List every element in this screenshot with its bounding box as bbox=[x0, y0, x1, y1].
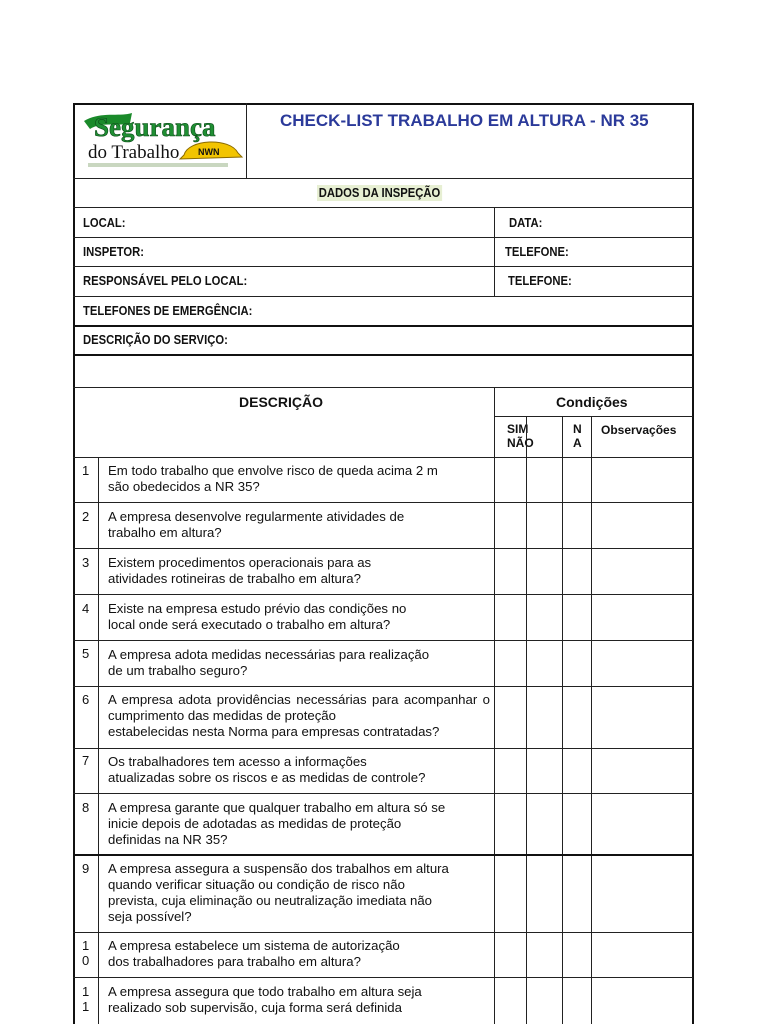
question-number: 4 bbox=[82, 601, 90, 616]
row-line bbox=[73, 266, 693, 267]
question-text bbox=[108, 509, 490, 541]
col-description-header: DESCRIÇÃO bbox=[239, 394, 324, 410]
emergency-label: TELEFONES DE EMERGÊNCIA: bbox=[83, 304, 253, 318]
question-line: são obedecidos a NR 35? bbox=[108, 479, 260, 494]
question-text bbox=[108, 601, 490, 633]
service-label: DESCRIÇÃO DO SERVIÇO: bbox=[83, 333, 228, 347]
question-line: definidas na NR 35? bbox=[108, 832, 228, 847]
question-text bbox=[108, 463, 490, 495]
row-line bbox=[73, 548, 693, 549]
question-number: 9 bbox=[82, 861, 90, 876]
question-text bbox=[108, 800, 490, 848]
logo-word-2: do Trabalho bbox=[88, 142, 180, 163]
phone-label-2: TELEFONE: bbox=[508, 274, 572, 288]
question-number: 5 bbox=[82, 646, 90, 661]
question-line: A empresa adota medidas necessárias para realização bbox=[108, 647, 430, 662]
question-line: estabelecidas nesta Norma para empresas contratadas? bbox=[108, 724, 440, 739]
row-line bbox=[73, 354, 693, 356]
section-title: DADOS DA INSPEÇÃO bbox=[318, 186, 441, 200]
col-sim: SIM bbox=[507, 422, 529, 436]
question-line: A empresa garante que qualquer trabalho em altura só se bbox=[108, 800, 446, 815]
row-line bbox=[73, 325, 693, 327]
question-text bbox=[108, 861, 490, 925]
col-nao: NÃO bbox=[507, 436, 534, 450]
logo-badge: NWN bbox=[198, 147, 220, 157]
col-divider bbox=[494, 387, 495, 1024]
question-line: realizado sob supervisão, cuja forma será definida bbox=[108, 1000, 402, 1015]
page-title: CHECK-LIST TRABALHO EM ALTURA - NR 35 bbox=[280, 111, 649, 130]
company-logo bbox=[80, 109, 244, 173]
col-na-2: A bbox=[573, 436, 582, 450]
row-line bbox=[73, 502, 693, 503]
row-line bbox=[73, 686, 693, 687]
question-line: inicie depois de adotadas as medidas de proteção bbox=[108, 816, 402, 831]
row-line bbox=[73, 387, 693, 388]
question-line: Existe na empresa estudo prévio das condições no bbox=[108, 601, 407, 616]
question-line: Existem procedimentos operacionais para as bbox=[108, 555, 372, 570]
question-line: de um trabalho seguro? bbox=[108, 663, 248, 678]
question-text bbox=[108, 692, 490, 740]
row-line bbox=[73, 594, 693, 595]
question-number: 1 bbox=[82, 938, 90, 953]
question-number: 6 bbox=[82, 692, 90, 707]
question-text bbox=[108, 647, 490, 679]
question-line: seja possível? bbox=[108, 909, 192, 924]
question-line: trabalho em altura? bbox=[108, 525, 222, 540]
question-text bbox=[108, 754, 490, 786]
row-line bbox=[73, 457, 693, 458]
question-line: atividades rotineiras de trabalho em altura? bbox=[108, 571, 361, 586]
question-number: 2 bbox=[82, 509, 90, 524]
question-text bbox=[108, 984, 490, 1016]
question-number: 1 bbox=[82, 999, 90, 1014]
question-line: Em todo trabalho que envolve risco de queda acima 2 m bbox=[108, 463, 438, 478]
date-label: DATA: bbox=[509, 216, 543, 230]
row-line bbox=[73, 854, 693, 856]
question-line: A empresa desenvolve regularmente atividades de bbox=[108, 509, 405, 524]
question-number: 3 bbox=[82, 555, 90, 570]
question-number: 0 bbox=[82, 953, 90, 968]
row-line bbox=[73, 748, 693, 749]
phone-label: TELEFONE: bbox=[505, 245, 569, 259]
col-observations: Observações bbox=[601, 423, 677, 437]
num-divider bbox=[98, 457, 99, 1024]
question-text bbox=[108, 938, 490, 970]
row-line bbox=[73, 932, 693, 933]
local-label: LOCAL: bbox=[83, 216, 126, 230]
frame-top bbox=[73, 103, 693, 105]
row-line bbox=[73, 237, 693, 238]
row-line bbox=[73, 178, 693, 179]
col-na-1: N bbox=[573, 422, 582, 436]
logo-graphic bbox=[80, 109, 244, 173]
question-number: 1 bbox=[82, 984, 90, 999]
question-number: 7 bbox=[82, 753, 90, 768]
date-divider bbox=[494, 207, 495, 296]
inspector-label: INSPETOR: bbox=[83, 245, 145, 259]
question-number: 8 bbox=[82, 800, 90, 815]
question-line: A empresa assegura que todo trabalho em altura seja bbox=[108, 984, 422, 999]
col-conditions-header: Condições bbox=[556, 394, 628, 410]
frame-left bbox=[73, 103, 75, 1024]
question-line: A empresa estabelece um sistema de autorização bbox=[108, 938, 400, 953]
frame-right bbox=[692, 103, 694, 1024]
question-line: atualizadas sobre os riscos e as medidas de controle? bbox=[108, 770, 426, 785]
question-line: A empresa adota providências necessárias para acompanhar o cumprimento das medidas de proteção bbox=[108, 692, 490, 723]
question-line: A empresa assegura a suspensão dos trabalhos em altura bbox=[108, 861, 449, 876]
question-line: prevista, cuja eliminação ou neutralização imediata não bbox=[108, 893, 433, 908]
logo-word-1: Segurança bbox=[94, 112, 216, 142]
row-line bbox=[73, 296, 693, 297]
responsible-label: RESPONSÁVEL PELO LOCAL: bbox=[83, 274, 248, 288]
header-divider bbox=[246, 103, 247, 178]
row-line bbox=[73, 977, 693, 978]
row-line bbox=[73, 793, 693, 794]
question-number: 1 bbox=[82, 463, 90, 478]
row-line bbox=[494, 416, 693, 417]
row-line bbox=[73, 207, 693, 208]
question-text bbox=[108, 555, 490, 587]
question-line: Os trabalhadores tem acesso a informações bbox=[108, 754, 367, 769]
question-line: local onde será executado o trabalho em altura? bbox=[108, 617, 391, 632]
question-line: dos trabalhadores para trabalho em altura? bbox=[108, 954, 361, 969]
question-line: quando verificar situação ou condição de risco não bbox=[108, 877, 405, 892]
row-line bbox=[73, 640, 693, 641]
